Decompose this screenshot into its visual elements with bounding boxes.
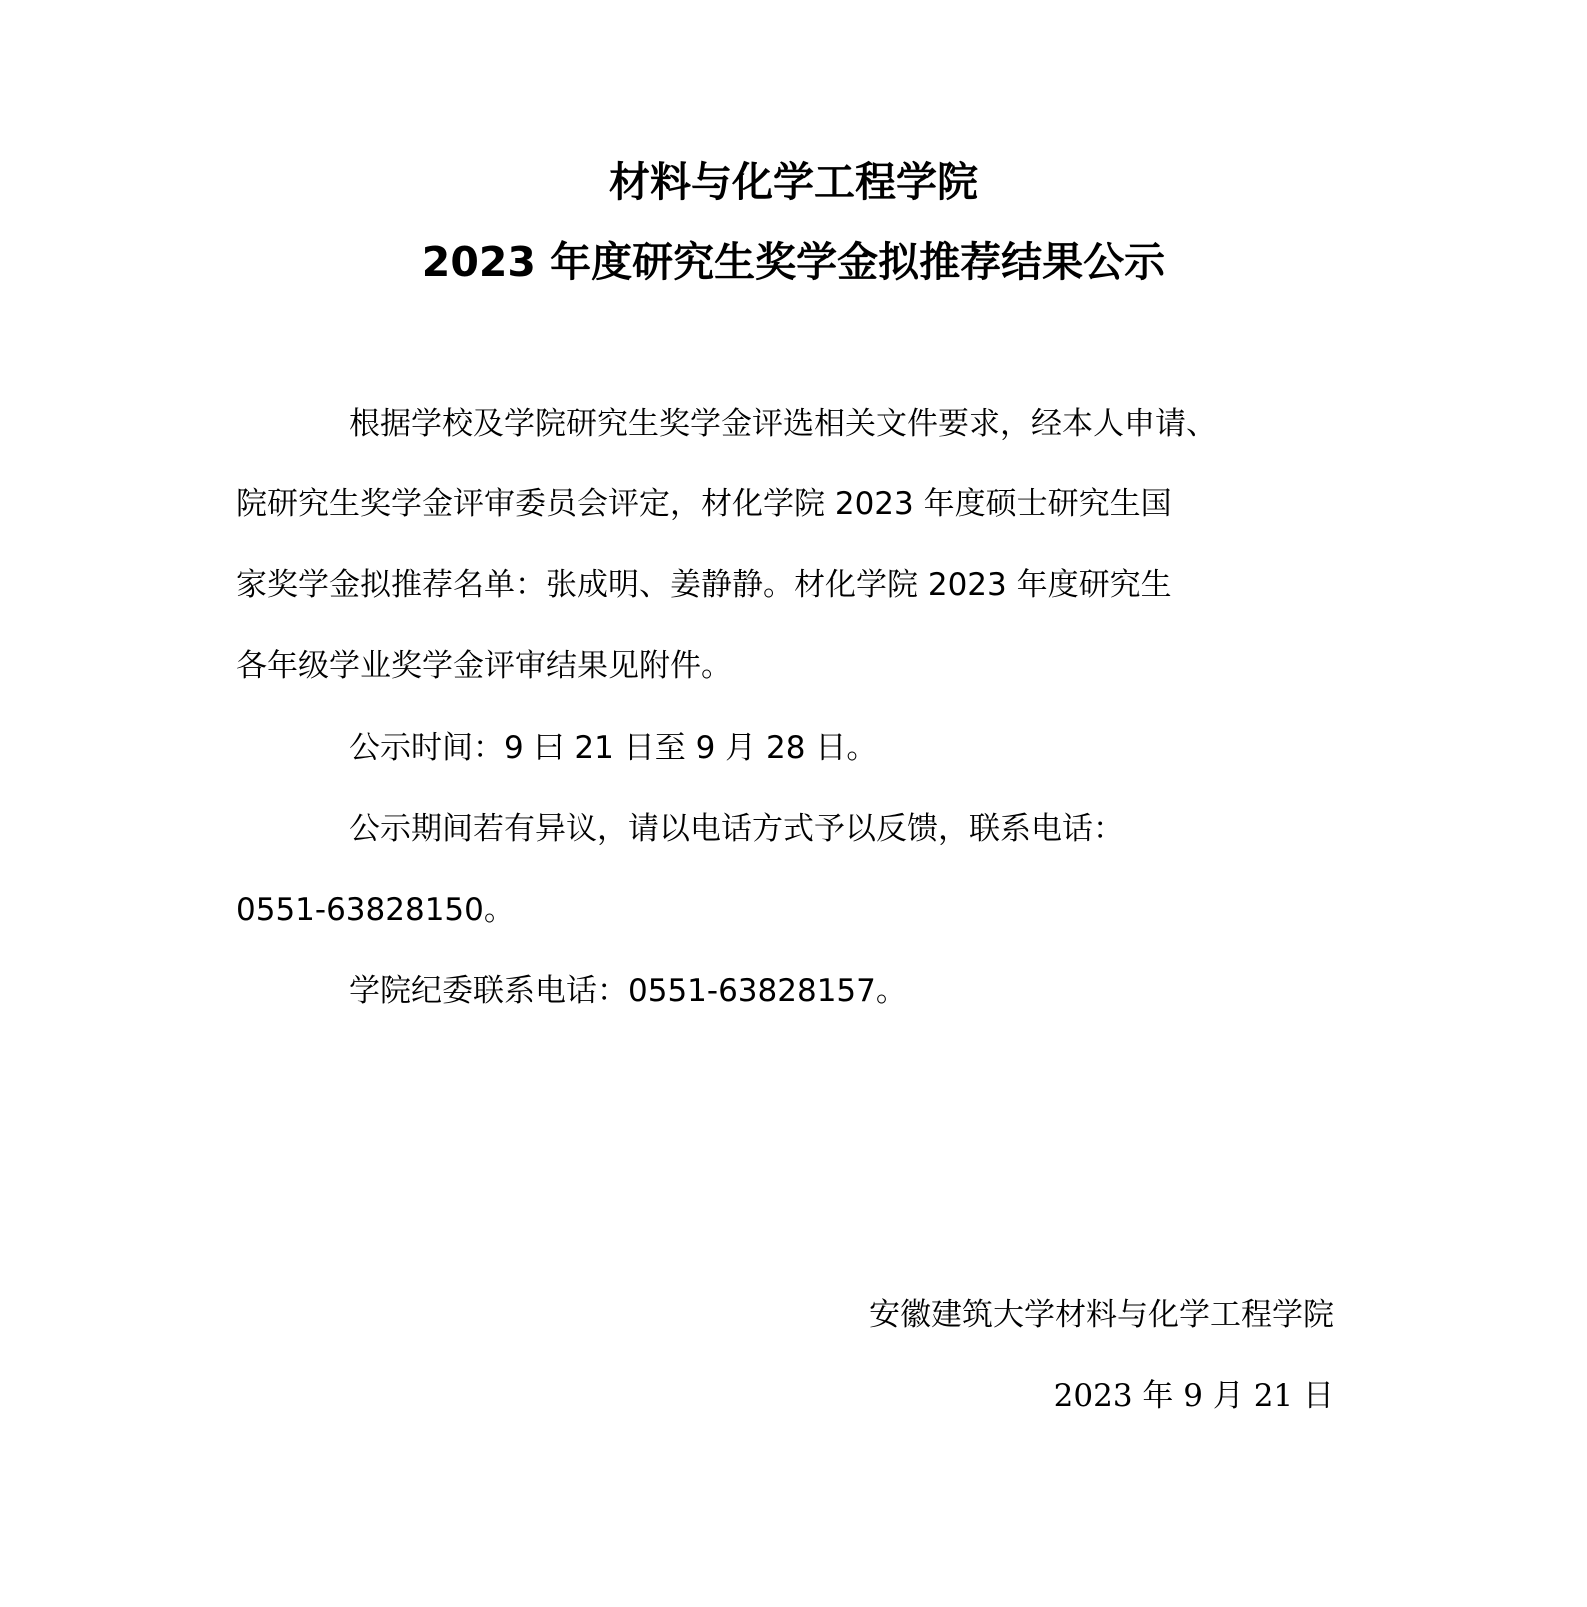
discipline-phone: 学院纪委联系电话：0551-63828157。 [349,973,907,1009]
body-line-4: 各年级学业奖学金评审结果见附件。 [236,648,732,684]
body-line-1: 根据学校及学院研究生奖学金评选相关文件要求，经本人申请、 [349,406,1217,442]
body-line-2: 院研究生奖学金评审委员会评定，材化学院 2023 年度硕士研究生国 [236,486,1172,522]
document-title-line2: 2023 年度研究生奖学金拟推荐结果公示 [421,238,1166,286]
signature-organization: 安徽建筑大学材料与化学工程学院 [869,1297,1334,1333]
objection-notice: 公示期间若有异议，请以电话方式予以反馈，联系电话： [349,811,1124,847]
body-line-3: 家奖学金拟推荐名单：张成明、姜静静。材化学院 2023 年度研究生 [236,567,1172,603]
document-title-line1: 材料与化学工程学院 [609,158,978,206]
signature-date: 2023 年 9 月 21 日 [1053,1378,1334,1414]
contact-phone: 0551-63828150。 [236,892,515,928]
publicity-period: 公示时间：9 曰 21 日至 9 月 28 日。 [349,730,878,766]
